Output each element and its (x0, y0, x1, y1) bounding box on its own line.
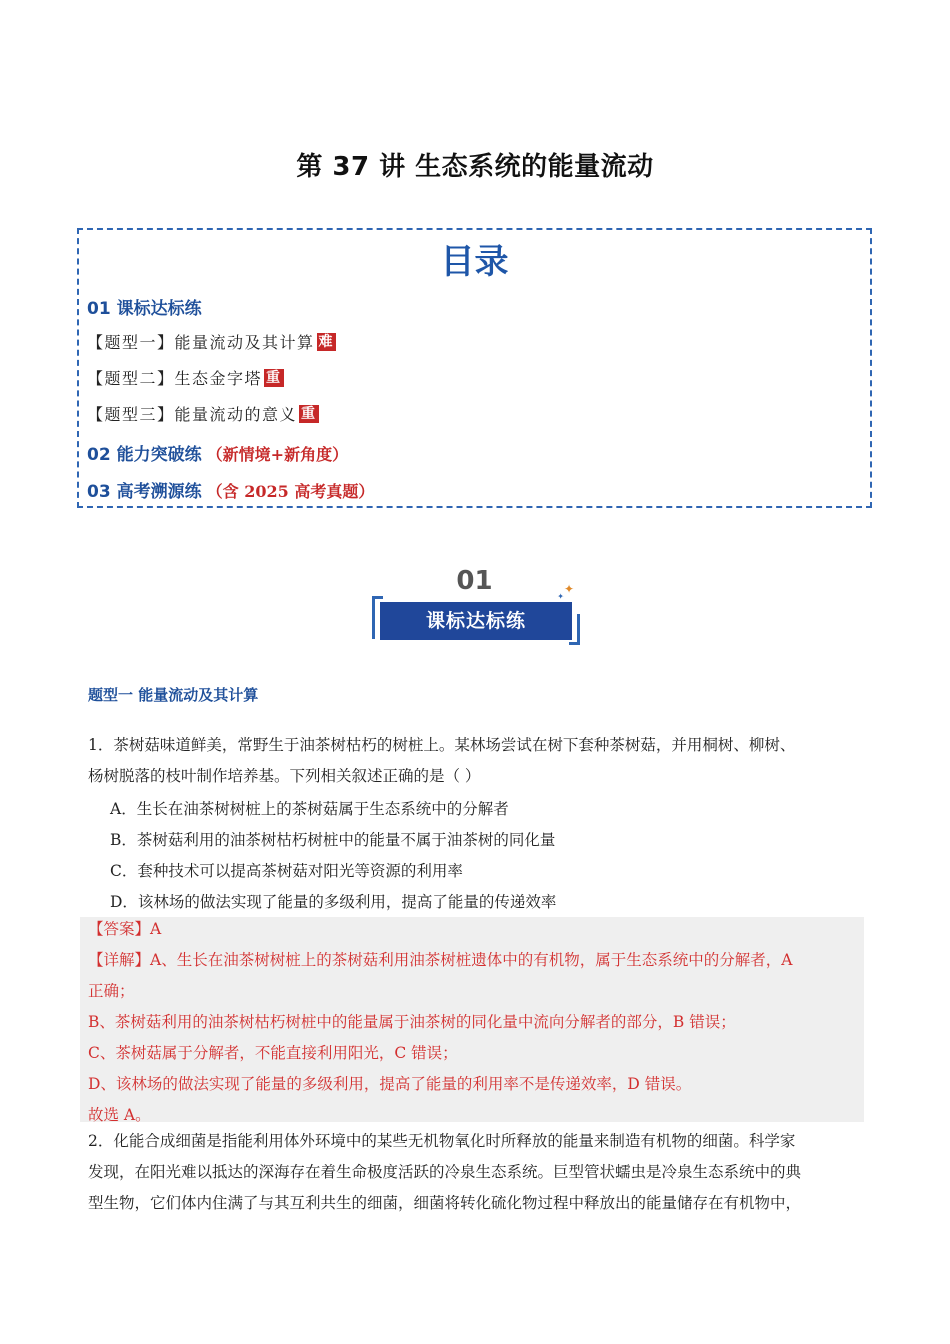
question-1-option-d: D．该林场的做法实现了能量的多级利用，提高了能量的传递效率 (110, 893, 557, 911)
sparkle-icon: ✦ (563, 582, 574, 596)
toc-type-3-label: 【题型三】能量流动的意义 (87, 405, 298, 424)
question-1-option-b: B．茶树菇利用的油茶树枯朽树桩中的能量不属于油茶树的同化量 (110, 831, 556, 849)
importance-badge: 重 (266, 370, 282, 386)
question-1-stem (88, 730, 868, 792)
question-type-heading: 题型一 能量流动及其计算 (88, 686, 259, 704)
toc-type-1-label: 【题型一】能量流动及其计算 (87, 333, 315, 352)
question-2-line-2: 发现，在阳光难以抵达的深海存在着生命极度活跃的冷泉生态系统。巨型管状蠕虫是冷泉生态系统中的典 (88, 1163, 802, 1181)
sparkle-icon: ✦ (557, 592, 564, 601)
toc-section-1[interactable]: 01 课标达标练 (87, 299, 202, 319)
detail-option-d: D、该林场的做法实现了能量的多级利用，提高了能量的利用率不是传递效率，D 错误。 (88, 1075, 692, 1093)
answer-conclusion: 故选 A。 (88, 1106, 151, 1124)
toc-section-3-label: 03 高考溯源练 (87, 482, 202, 502)
toc-section-3[interactable] (87, 477, 374, 502)
section-banner (372, 566, 582, 648)
difficulty-badge: 难 (318, 334, 335, 350)
question-2-line-1: 2．化能合成细菌是指能利用体外环境中的某些无机物氧化时所释放的能量来制造有机物的细菌。科学家 (88, 1132, 796, 1150)
banner-label: 课标达标练 (380, 602, 572, 640)
question-1-option-c: C．套种技术可以提高茶树菇对阳光等资源的利用率 (110, 862, 463, 880)
banner-number: 01 (456, 566, 493, 596)
answer-content (88, 914, 863, 1131)
detail-line-2: 正确； (88, 982, 135, 1000)
toc-type-2[interactable] (87, 366, 284, 389)
toc-type-2-label: 【题型二】生态金字塔 (87, 369, 263, 388)
detail-option-b: B、茶树菇利用的油茶树枯朽树桩中的能量属于油茶树的同化量中流向分解者的部分，B 错误； (88, 1013, 736, 1031)
toc-section-2-note: （新情境+新角度） (206, 445, 349, 464)
toc-section-2[interactable] (87, 440, 348, 465)
question-1-line-1: 1．茶树菇味道鲜美，常野生于油茶树枯朽的树桩上。某林场尝试在树下套种茶树菇，并用桐树、柳树、 (88, 736, 796, 754)
detail-option-c: C、茶树菇属于分解者，不能直接利用阳光，C 错误； (88, 1044, 458, 1062)
question-1-line-2: 杨树脱落的枝叶制作培养基。下列相关叙述正确的是（ ） (88, 767, 481, 785)
toc-heading: 目录 (440, 242, 509, 282)
answer-line: 【答案】A (88, 920, 162, 938)
importance-badge: 重 (301, 406, 317, 422)
table-of-contents (77, 228, 872, 508)
toc-section-3-note: （含 2025 高考真题） (206, 482, 375, 501)
question-2-line-3: 型生物，它们体内住满了与其互利共生的细菌，细菌将转化硫化物过程中释放出的能量储存在有机物中， (88, 1194, 802, 1212)
toc-type-1[interactable] (87, 330, 336, 353)
page-title: 第 37 讲 生态系统的能量流动 (296, 152, 654, 182)
toc-type-3[interactable] (87, 402, 319, 425)
question-1-option-a: A．生长在油茶树树桩上的茶树菇属于生态系统中的分解者 (110, 800, 509, 818)
toc-section-2-label: 02 能力突破练 (87, 445, 202, 465)
detail-line-1: 【详解】A、生长在油茶树树桩上的茶树菇利用油茶树桩遗体中的有机物，属于生态系统中的分解者，A (88, 951, 793, 969)
question-2-stem (88, 1126, 868, 1219)
